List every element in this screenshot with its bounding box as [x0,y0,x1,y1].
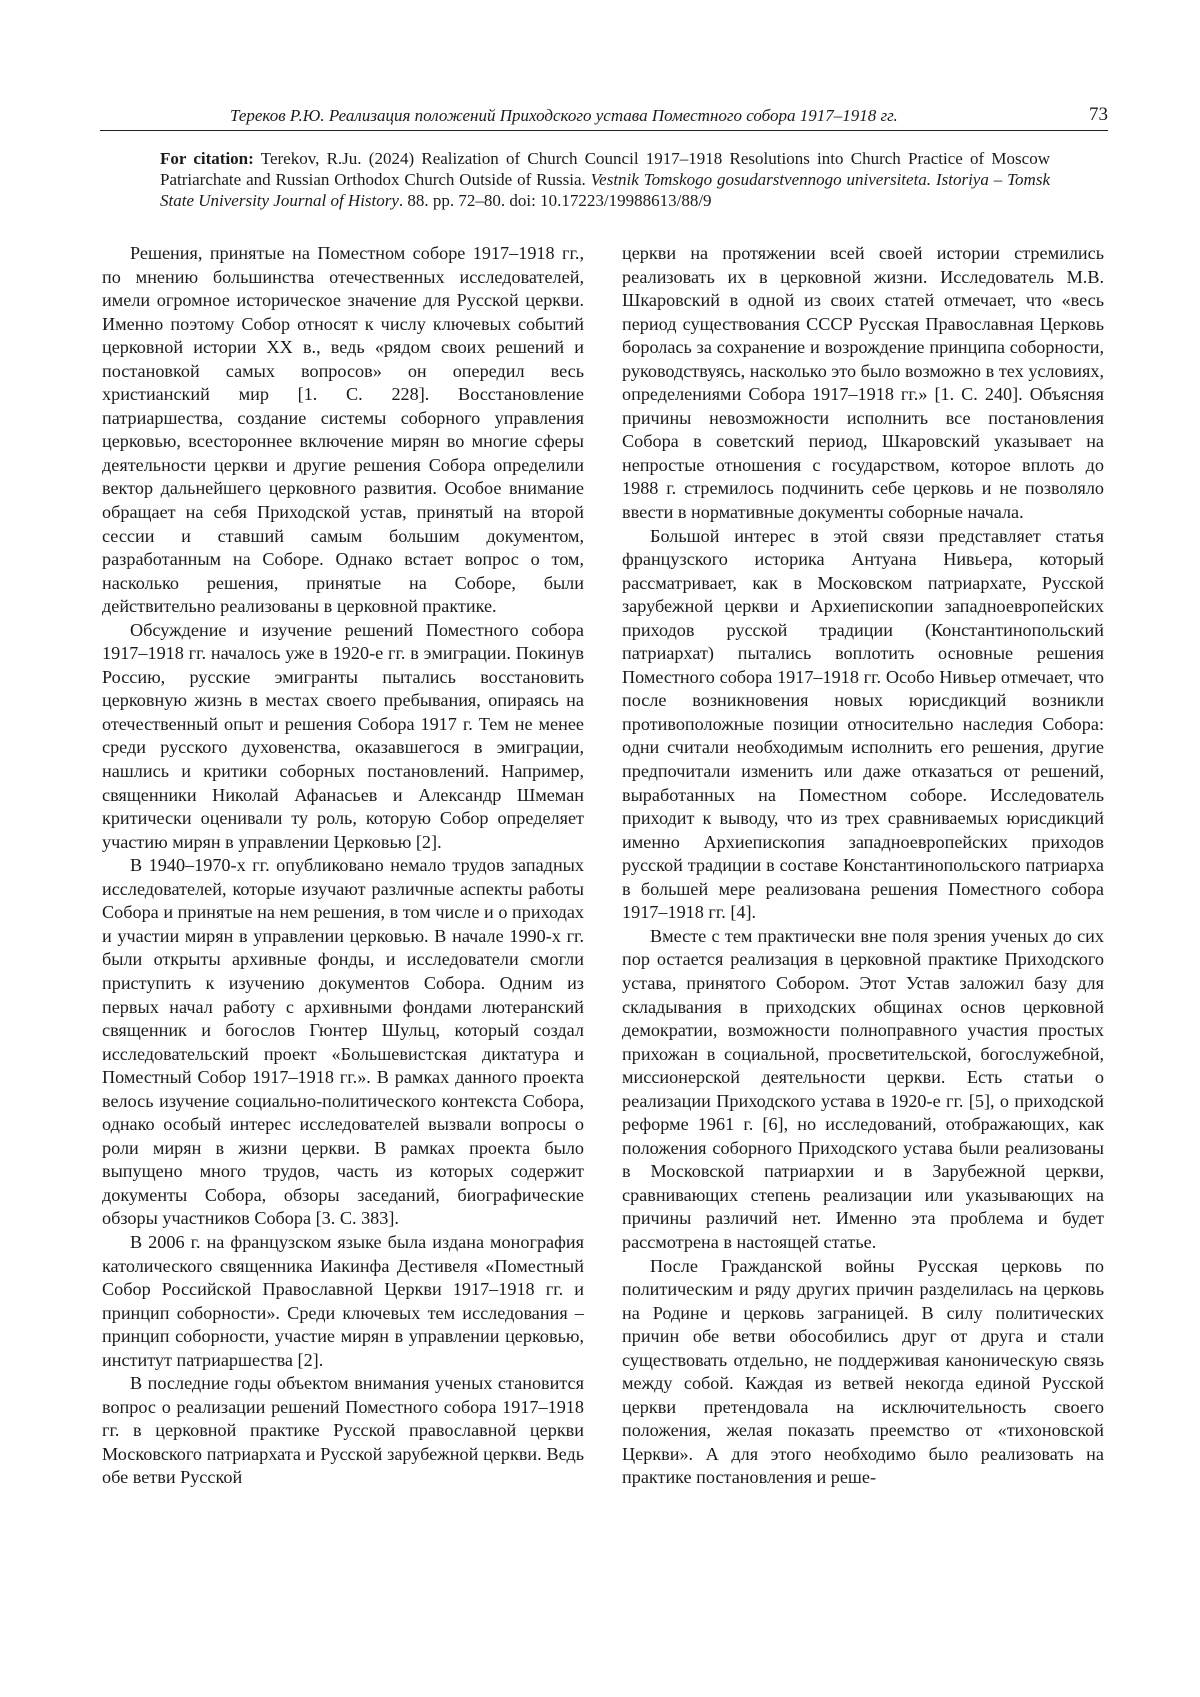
paragraph: Обсуждение и изучение решений Поместного собора 1917–1918 гг. началось уже в 1920-е гг. в эмиграции. Покинув Россию, русские эмигранты пытались восстановить церковную жизнь в местах своего пребывания, опираясь на отечественный опыт и решения Собора 1917 г. Тем не менее среди русского духовенства, оказавшегося в эмиграции, нашлись и критики соборных постановлений. Например, священники Николай Афанасьев и Александр Шмеман критически оценивали ту роль, которую Собор определяет участию мирян в управлении Церковью [2]. [102,619,584,852]
running-title: Тереков Р.Ю. Реализация положений Приходского устава Поместного собора 1917–1918 гг. [230,106,898,125]
left-column [102,242,584,1490]
running-header [100,104,1108,131]
paragraph: Решения, принятые на Поместном соборе 1917–1918 гг., по мнению большинства отечественных исследователей, имели огромное историческое значение для Русской церкви. Именно поэтому Собор относят к числу ключевых событий церковной истории XX в., ведь «рядом своих решений и постановкой самых вопросов» он опередил весь христианский мир [1. С. 228]. Восстановление патриаршества, создание системы соборного управления церковью, всестороннее включение мирян во многие сферы деятельности церкви и другие решения Собора определили вектор дальнейшего церковного развития. Особое внимание обращает на себя Приходской устав, принятый на второй сессии и ставший самым большим документом, разработанным на Соборе. Однако встает вопрос о том, насколько решения, принятые на Соборе, были действительно реализованы в церковной практике. [102,243,584,617]
paragraph: Большой интерес в этой связи представляет статья французского историка Антуана Нивьера, который рассматривает, как в Московском патриархате, Русской зарубежной церкви и Архиепископии западноевропейских приходов русской традиции (Константинопольский патриархат) пытались воплотить основные решения Поместного собора 1917–1918 гг. Особо Нивьер отмечает, что после возникновения новых юрисдикций возникли противоположные позиции относительно наследия Собора: одни считали необходимым исполнить его решения, другие предпочитали изменить или даже отказаться от решений, выработанных на Поместном соборе. Исследователь приходит к выводу, что из трех сравниваемых юрисдикций именно Архиепископия западноевропейских приходов русской традиции в составе Константинопольского патриарха в большей мере реализована решения Поместного собора 1917–1918 гг. [4]. [622,525,1104,923]
citation-tail: . 88. pp. 72–80. doi: 10.17223/19988613/88/9 [398,191,712,210]
right-column [622,242,1104,1490]
citation-journal: Vestnik Tomskogo gosudarstvennogo universiteta. Istoriya – Tomsk State University Journal of History [160,170,1050,210]
citation-label: For citation: [160,149,254,168]
citation-block [160,148,1050,211]
paragraph: После Гражданской войны Русская церковь по политическим и ряду других причин разделилась на церковь на Родине и церковь заграницей. В силу политических причин обе ветви обособились друг от друга и стали существовать отдельно, не поддерживая каноническую связь между собой. Каждая из ветвей некогда единой Русской церкви претендовала на исключительность своего положения, желая показать преемство от «тихоновской Церкви». А для этого необходимо было реализовать на практике постановления и реше- [622,1255,1104,1488]
paragraph: В последние годы объектом внимания ученых становится вопрос о реализации решений Поместного собора 1917–1918 гг. в церковной практике Русской православной церкви Московского патриархата и Русской зарубежной церкви. Ведь обе ветви Русской [102,1373,584,1488]
paragraph: Вместе с тем практически вне поля зрения ученых до сих пор остается реализация в церковной практике Приходского устава, принятого Собором. Этот Устав заложил базу для складывания в приходских общинах основ церковной демократии, возможности полноправного участия простых прихожан в социальной, просветительской, богослужебной, миссионерской деятельности церкви. Есть статьи о реализации Приходского устава в 1920-е гг. [5], о приходской реформе 1961 г. [6], но исследований, отображающих, как положения соборного Приходского устава были реализованы в Московской патриархии и в Зарубежной церкви, сравнивающих степень реализации или указывающих на причины различий нет. Именно эта проблема и будет рассмотрена в настоящей статье. [622,925,1104,1252]
citation-text: Terekov, R.Ju. (2024) Realization of Church Council 1917–1918 Resolutions into Church Practice of Moscow Patriarchate and Russian Orthodox Church Outside of Russia. [160,149,1050,189]
paragraph: В 1940–1970-х гг. опубликовано немало трудов западных исследователей, которые изучают различные аспекты работы Собора и принятые на нем решения, в том числе и о приходах и участии мирян в управлении церковью. В начале 1990-х гг. были открыты архивные фонды, и исследователи смогли приступить к изучению документов Собора. Одним из первых начал работу с архивными фондами лютеранский священник и богослов Гюнтер Шульц, который создал исследовательский проект «Большевистская диктатура и Поместный Собор 1917–1918 гг.». В рамках данного проекта велось изучение социально-политического контекста Собора, однако особый интерес исследователей вызвали вопросы о роли мирян в жизни церкви. В рамках проекта было выпущено много трудов, часть из которых содержит документы Собора, обзоры заседаний, биографические обзоры участников Собора [3. С. 383]. [102,855,584,1229]
paragraph-continuation: церкви на протяжении всей своей истории стремились реализовать их в церковной жизни. Исследователь М.В. Шкаровский в одной из своих статей отмечает, что «весь период существования СССР Русская Православная Церковь боролась за сохранение и возрождение принципа соборности, руководствуясь, насколько это было возможно в тех условиях, определениями Собора 1917–1918 гг.» [1. С. 240]. Объясняя причины невозможности исполнить все постановления Собора в советский период, Шкаровский указывает на непростые отношения с государством, которое вплоть до 1988 г. стремилось подчинить себе церковь и не позволяло ввести в нормативные документы соборные начала. [622,243,1104,523]
page-number: 73 [1089,104,1108,125]
paragraph: В 2006 г. на французском языке была издана монография католического священника Иакинфа Дестивеля «Поместный Собор Российской Православной Церкви 1917–1918 гг. и принцип соборности». Среди ключевых тем исследования – принцип соборности, участие мирян в управлении церковью, институт патриаршества [2]. [102,1231,584,1370]
